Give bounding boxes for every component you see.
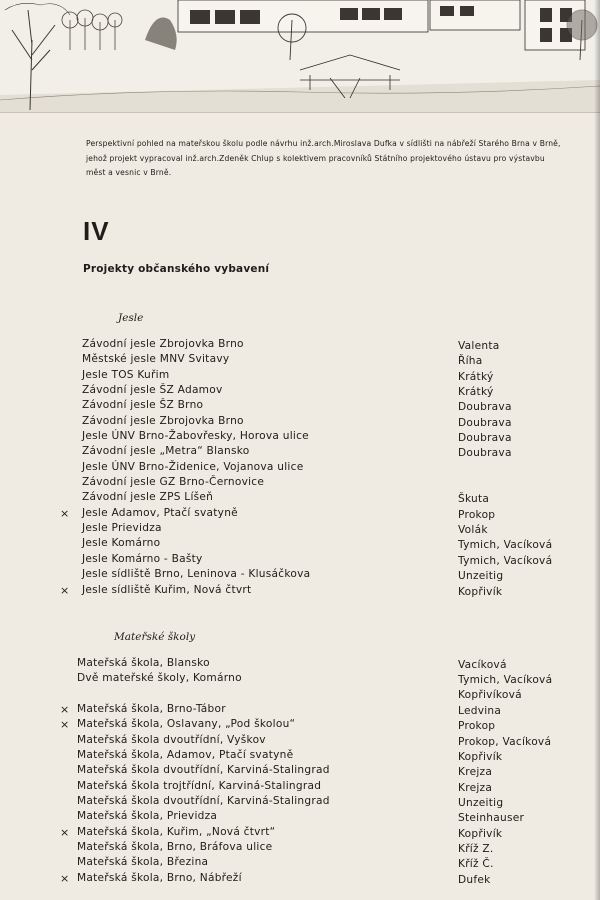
- project-author: Unzeitig: [458, 797, 504, 810]
- project-name: Jesle Adamov, Ptačí svatyně: [82, 506, 238, 519]
- project-author: Kříž Č.: [458, 858, 494, 871]
- list-item: [0, 826, 600, 841]
- project-author: Vacíková: [458, 659, 507, 671]
- list-item: [0, 734, 600, 749]
- page-edge-shadow: [594, 0, 600, 900]
- project-name: Závodní jesle ŠZ Brno: [82, 399, 204, 412]
- cross-mark-icon: ×: [60, 825, 70, 839]
- cross-mark-icon: ×: [60, 718, 70, 732]
- group-title-materske-skoly: Mateřské školy: [114, 631, 196, 643]
- project-author: Doubrava: [458, 432, 512, 445]
- illustration-caption: Perspektivní pohled na mateřskou školu podle návrhu inž.arch.Miroslava Dufka v sídlišti na nábřeží Starého Brna v Brně, jehož projekt vypracoval inž.arch.Zdeněk Chlup s kolektivem pracovníků Státního projektového ústavu pro výstavbu měst a vesnic v Brně.: [86, 139, 561, 177]
- project-name: Závodní jesle ŠZ Adamov: [82, 384, 223, 397]
- list-item: [0, 688, 600, 703]
- list-item: [0, 522, 600, 537]
- project-name: Jesle Komárno: [82, 537, 161, 550]
- project-name: Mateřská škola dvoutřídní, Karviná-Stalingrad: [77, 764, 330, 777]
- project-author: Kříž Z.: [458, 843, 494, 856]
- list-item: [0, 657, 600, 672]
- project-author: Doubrava: [458, 416, 512, 429]
- project-name: Mateřská škola trojtřídní, Karviná-Stalingrad: [77, 779, 322, 792]
- group-title-jesle: Jesle: [118, 312, 144, 324]
- architectural-sketch-illustration: [0, 0, 600, 113]
- project-author: Krejza: [458, 766, 493, 779]
- list-item: [0, 491, 600, 506]
- section-number: IV: [83, 216, 110, 246]
- list-item: [0, 749, 600, 764]
- project-name: Mateřská škola, Brno, Bráfova ulice: [77, 841, 273, 854]
- project-name: Mateřská škola, Březina: [77, 856, 209, 869]
- project-name: Jesle ÚNV Brno-Židenice, Vojanova ulice: [82, 460, 304, 473]
- project-author-extra: Kopřivíková: [458, 689, 522, 702]
- project-name: Jesle TOS Kuřim: [82, 368, 170, 381]
- project-name: Mateřská škola, Kuřim, „Nová čtvrt“: [77, 825, 276, 838]
- project-name: Mateřská škola, Blansko: [77, 657, 210, 669]
- project-author: Prokop, Vacíková: [458, 735, 552, 748]
- project-name: Mateřská škola dvoutřídní, Vyškov: [77, 733, 266, 746]
- list-item: [0, 415, 600, 430]
- list-item: [0, 780, 600, 795]
- project-author: Doubrava: [458, 401, 512, 414]
- project-author: Valenta: [458, 340, 500, 352]
- cross-mark-icon: ×: [60, 506, 70, 520]
- project-name: Mateřská škola, Adamov, Ptačí svatyně: [77, 749, 294, 762]
- project-name: Mateřská škola, Prievidza: [77, 810, 218, 823]
- project-name: Závodní jesle ZPS Líšeň: [82, 491, 214, 504]
- list-item: [0, 584, 600, 599]
- project-name: Závodní jesle GZ Brno-Černovice: [82, 476, 265, 489]
- list-item: [0, 568, 600, 583]
- project-name: Mateřská škola dvoutřídní, Karviná-Stalingrad: [77, 795, 330, 808]
- project-author: Prokop: [458, 720, 496, 733]
- project-name: Závodní jesle Zbrojovka Brno: [82, 338, 244, 350]
- project-author: Volák: [458, 524, 488, 537]
- project-name: Městské jesle MNV Svitavy: [82, 353, 230, 366]
- project-author: Tymich, Vacíková: [458, 554, 553, 567]
- list-item: [0, 507, 600, 522]
- cross-mark-icon: ×: [60, 583, 70, 597]
- list-item: [0, 445, 600, 460]
- project-author: Kopřivík: [458, 585, 503, 598]
- project-author: Krejza: [458, 781, 493, 794]
- project-list-jesle: [0, 338, 600, 599]
- list-item: [0, 718, 600, 733]
- project-list-materske-skoly: [0, 657, 600, 887]
- project-author: Krátký: [458, 370, 494, 383]
- list-item: [0, 703, 600, 718]
- project-name: Jesle Komárno - Bašty: [82, 552, 203, 565]
- project-name: Jesle sídliště Brno, Leninova - Klusáčkova: [82, 568, 311, 581]
- project-author: Říha: [458, 355, 483, 368]
- project-author: Steinhauser: [458, 812, 525, 825]
- project-author: Ledvina: [458, 705, 502, 718]
- cross-mark-icon: ×: [60, 703, 70, 717]
- list-item: [0, 672, 600, 702]
- project-name: Mateřská škola, Brno-Tábor: [77, 703, 226, 716]
- list-item: [0, 872, 600, 887]
- list-item: [0, 338, 600, 353]
- project-author: Tymich, Vacíková: [458, 674, 553, 687]
- project-name: Jesle Prievidza: [82, 522, 162, 535]
- list-item: [0, 461, 600, 476]
- project-author: Dufek: [458, 873, 491, 886]
- project-author: Tymich, Vacíková: [458, 539, 553, 552]
- project-name: Závodní jesle Zbrojovka Brno: [82, 414, 244, 427]
- project-author: Unzeitig: [458, 570, 504, 583]
- project-author: Kopřivík: [458, 751, 503, 764]
- list-item: [0, 856, 600, 871]
- project-author: Kopřivík: [458, 827, 503, 840]
- project-name: Dvě mateřské školy, Komárno: [77, 672, 242, 685]
- list-item: [0, 764, 600, 779]
- list-item: [0, 384, 600, 399]
- project-name: Závodní jesle „Metra“ Blansko: [82, 445, 250, 458]
- list-item: [0, 399, 600, 414]
- project-author: Doubrava: [458, 447, 512, 460]
- cross-mark-icon: ×: [60, 871, 70, 885]
- project-name: Mateřská škola, Brno, Nábřeží: [77, 871, 242, 884]
- project-name: Jesle ÚNV Brno-Žabovřesky, Horova ulice: [82, 430, 309, 443]
- list-item: [0, 353, 600, 368]
- section-title: Projekty občanského vybavení: [83, 263, 270, 275]
- project-author: Škuta: [458, 493, 490, 506]
- list-item: [0, 841, 600, 856]
- list-item: [0, 810, 600, 825]
- list-item: [0, 369, 600, 384]
- list-item: [0, 553, 600, 568]
- project-name: Mateřská škola, Oslavany, „Pod školou“: [77, 718, 296, 731]
- list-item: [0, 537, 600, 552]
- list-item: [0, 430, 600, 445]
- kindergarten-perspective-drawing: [0, 0, 600, 112]
- project-author: Krátký: [458, 386, 494, 399]
- list-item: [0, 795, 600, 810]
- list-item: [0, 476, 600, 491]
- project-name: Jesle sídliště Kuřim, Nová čtvrt: [82, 583, 252, 596]
- project-author: Prokop: [458, 508, 496, 521]
